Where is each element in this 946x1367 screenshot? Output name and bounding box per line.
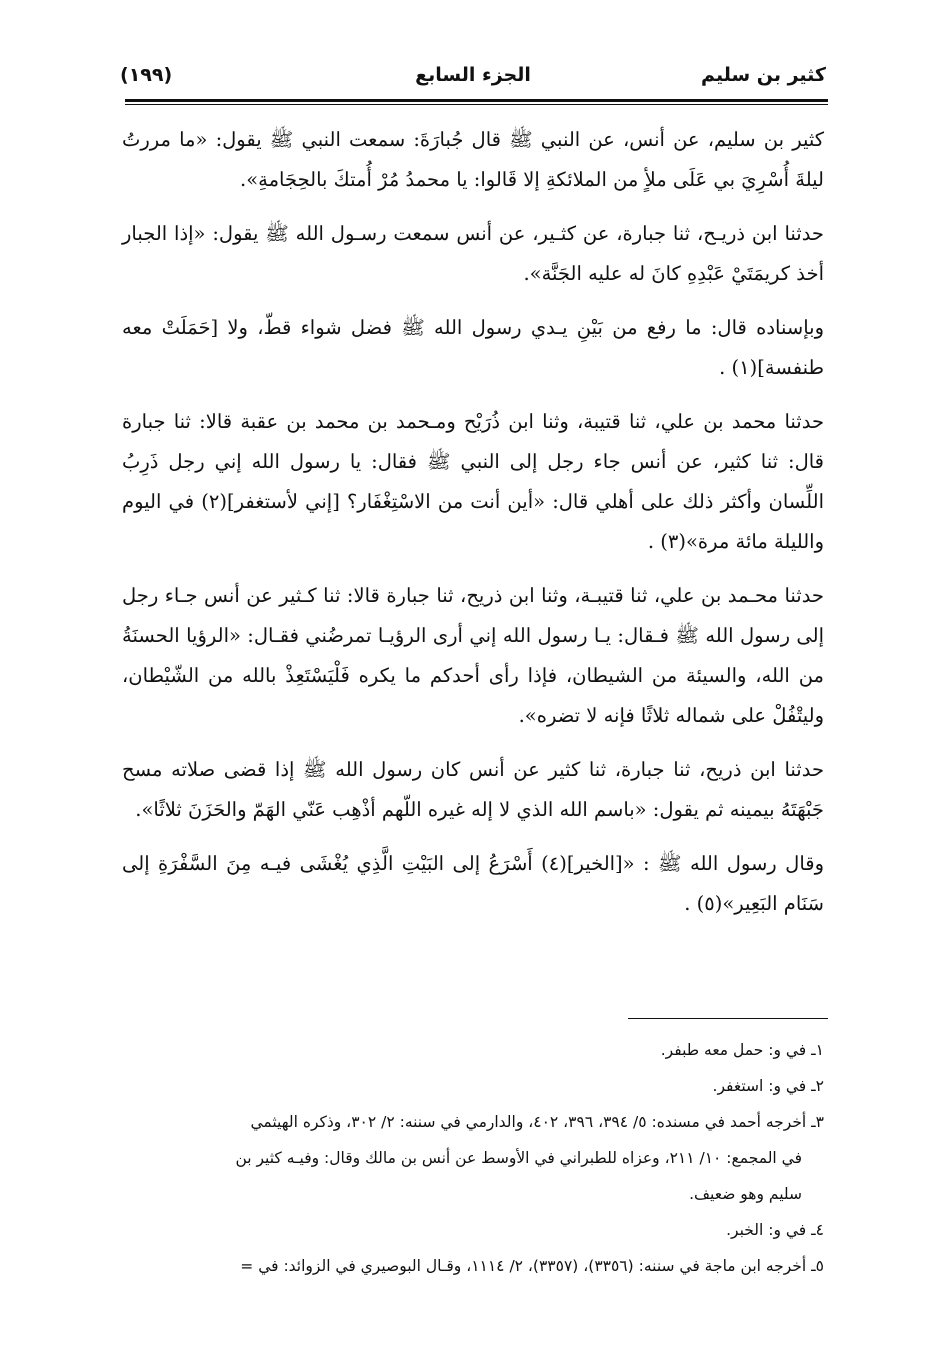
running-title-volume: الجزء السابع (415, 64, 531, 86)
footnote: ٢ـ في و: استغفر. (712, 1077, 824, 1095)
hadith-paragraph: حدثنا محـمد بن علي، ثنا قتيبـة، وثنا ابن ذريح، ثنا جبارة قالا: ثنا كـثير عن أنس جـاء رجل إلى رسول الله ﷺ فـقال: يـا رسول الله إني أرى الرؤيـا تمرضُني فقـال: «الرؤيا الحسنَةُ من الله، والسيئة من الشيطان، فإذا رأى أحدكم ما يكره فَلْيَسْتَعِذْ بالله من الشّيْطان، وليتْفُلْ على شماله ثلاثًا فإنه لا تضره». (122, 584, 824, 727)
footnote: ١ـ في و: حمل معه طبفر. (660, 1041, 824, 1059)
hadith-paragraph: حدثنا محمد بن علي، ثنا قتيبة، وثنا ابن ذُرَيْح ومـحمد بن محمد بن عقبة قالا: ثنا جبارة قال: ثنا كثير، عن أنس جاء رجل إلى النبي ﷺ فقال: يا رسول الله إني رجل ذَرِبُ اللِّسان وأكثر ذلك على أهلي قال: «أين أنت من الاسْتِغْفَار؟ [إني لأستغفر](٢) في اليوم والليلة مائة مرة»(٣) . (122, 410, 824, 553)
footnote-continuation: سليم وهو ضعيف. (689, 1185, 802, 1203)
page-header (120, 58, 826, 92)
hadith-paragraph: حدثنا ابن ذريح، ثنا جبارة، ثنا كثير عن أنس كان رسول الله ﷺ إذا قضى صلاته مسح جَبْهَتَهُ بيمينه ثم يقول: «باسم الله الذي لا إله غيره اللّهم أذْهِب عَنّي الهَمّ والحَزَنَ ثلاثًا». (122, 758, 824, 821)
page-number: (١٩٩) (120, 64, 173, 86)
footnote: ٣ـ أخرجه أحمد في مسنده: ٥/ ٣٩٤، ٣٩٦، ٤٠٢، والدارمي في سننه: ٢/ ٣٠٢، وذكره الهيثمي (250, 1113, 824, 1131)
footnote-continuation: في المجمع: ١٠/ ٢١١، وعزاه للطبراني في الأوسط عن أنس بن مالك وقال: وفيـه كثير بن (235, 1149, 802, 1167)
header-rule-thin (125, 104, 828, 105)
footnotes (122, 1032, 824, 1284)
footnote-separator (628, 1018, 828, 1019)
main-text (122, 120, 824, 938)
hadith-paragraph: كثير بن سليم، عن أنس، عن النبي ﷺ قال جُبارَةَ: سمعت النبي ﷺ يقول: «ما مررتُ ليلةَ أُسْرِيَ بي عَلَى ملأٍ من الملائكةِ إلا قَالوا: يا محمدُ مُرْ أُمتكَ بالحِجَامةِ». (122, 128, 824, 191)
hadith-paragraph: حدثنا ابن ذريـح، ثنا جبارة، عن كثـير، عن أنس سمعت رسـول الله ﷺ يقول: «إذا الجبار أخذ كريمَتَيْ عَبْدِهِ كانَ له عليه الجَنَّة». (122, 222, 824, 285)
running-title-author: كثير بن سليم (701, 64, 826, 86)
footnote: ٤ـ في و: الخبر. (726, 1221, 824, 1239)
footnote: ٥ـ أخرجه ابن ماجة في سننه: (٣٣٥٦)، (٣٣٥٧)، ٢/ ١١١٤، وقـال البوصيري في الزوائد: في = (240, 1257, 824, 1275)
hadith-paragraph: وبإسناده قال: ما رفع من بَيْنِ يـدي رسول الله ﷺ فضل شواء قطّ، ولا [حَمَلَتْ معه طنفسة](١) . (122, 316, 824, 379)
header-rule (125, 99, 828, 102)
hadith-paragraph: وقال رسول الله ﷺ : «[الخير](٤) أَسْرَعُ إلى البَيْتِ الَّذِي يُغْشَى فيـه مِنَ السَّفْرَةِ إلى سَنَام البَعِير»(٥) . (122, 852, 824, 915)
